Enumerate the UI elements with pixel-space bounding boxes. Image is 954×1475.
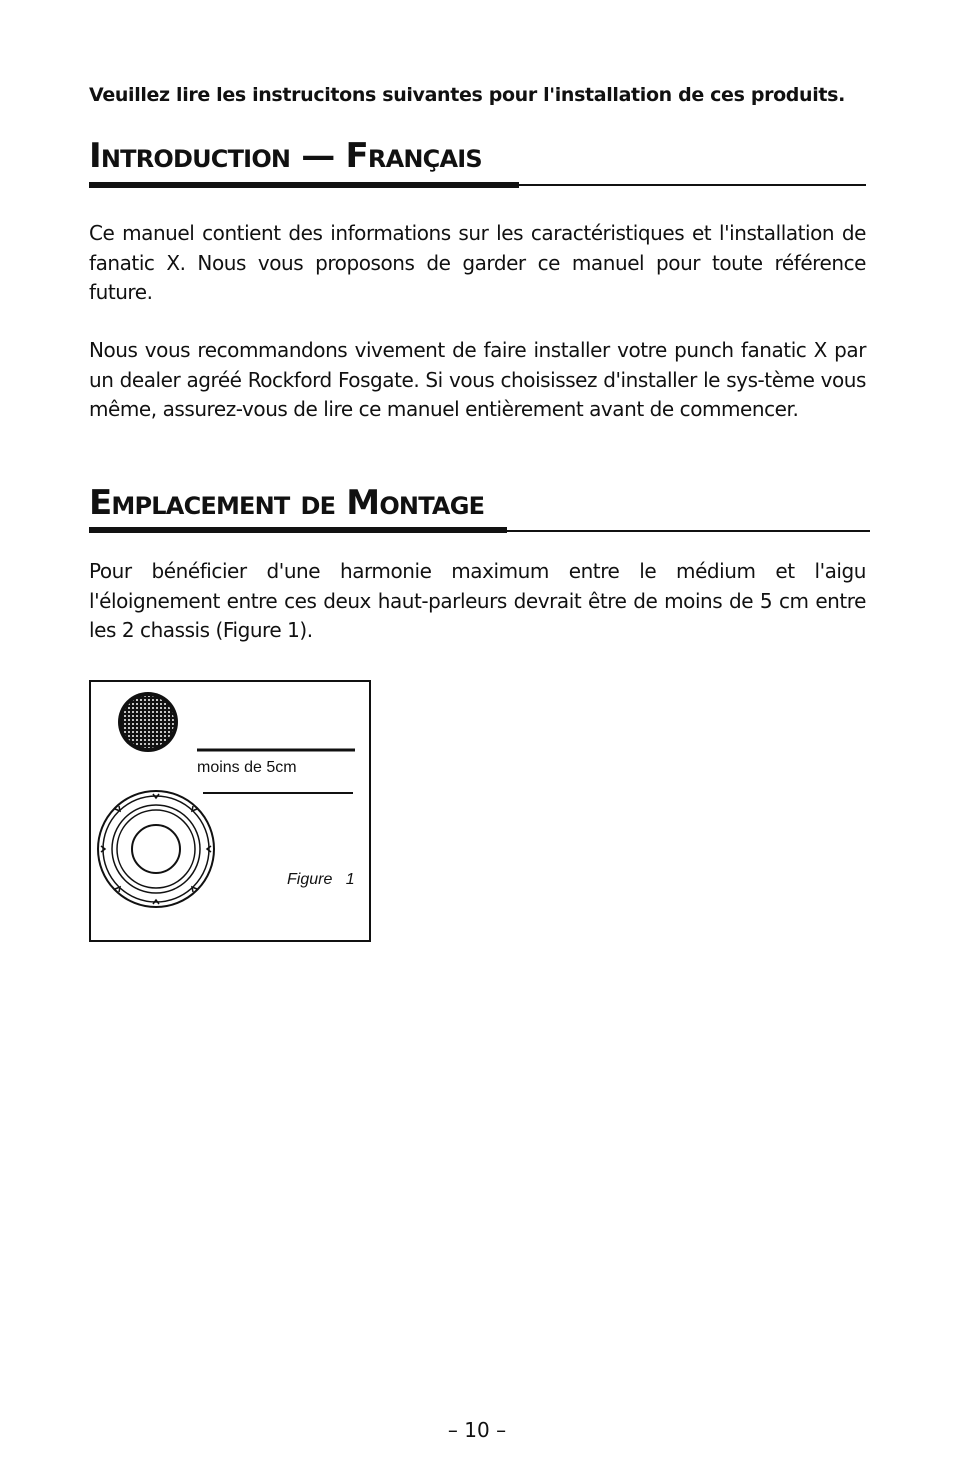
figure-1: [89, 680, 371, 942]
figure-caption: Figure 1: [287, 871, 355, 888]
mounting-paragraph: Pour bénéficier d'une harmonie maximum entre le médium et l'aigu l'éloignement entre ces deux haut-parleurs devrait être de moins de 5 cm entre les 2 chassis (Figure 1).: [89, 559, 866, 642]
intro-paragraph-2: Nous vous recommandons vivement de faire installer votre punch fanatic X par un dealer agréé Rockford Fosgate. Si vous choisissez d'installer le sys-tème vous même, assurez-vous de lire ce manuel entièrement avant de commencer.: [89, 338, 866, 421]
figure-drawing: [91, 682, 369, 940]
heading-rule-thin: [519, 184, 866, 186]
heading-rule-thin: [507, 530, 870, 532]
heading-rule-thick: [89, 527, 507, 533]
section-title-mounting: Emplacement de Montage: [89, 483, 485, 523]
intro-paragraph-1: Ce manuel contient des informations sur les caractéristiques et l'installation de fanatic X. Nous vous proposons de garder ce manuel pour toute référence future.: [89, 221, 866, 304]
heading-rule-thick: [89, 182, 519, 188]
distance-label: moins de 5cm: [197, 759, 297, 776]
tweeter-icon: [118, 692, 178, 752]
page-number: – 10 –: [447, 1418, 507, 1442]
instruction-line: Veuillez lire les instrucitons suivantes pour l'installation de ces produits.: [89, 84, 845, 106]
section-title-introduction: Introduction — Français: [89, 136, 482, 176]
woofer-icon: [98, 791, 214, 907]
